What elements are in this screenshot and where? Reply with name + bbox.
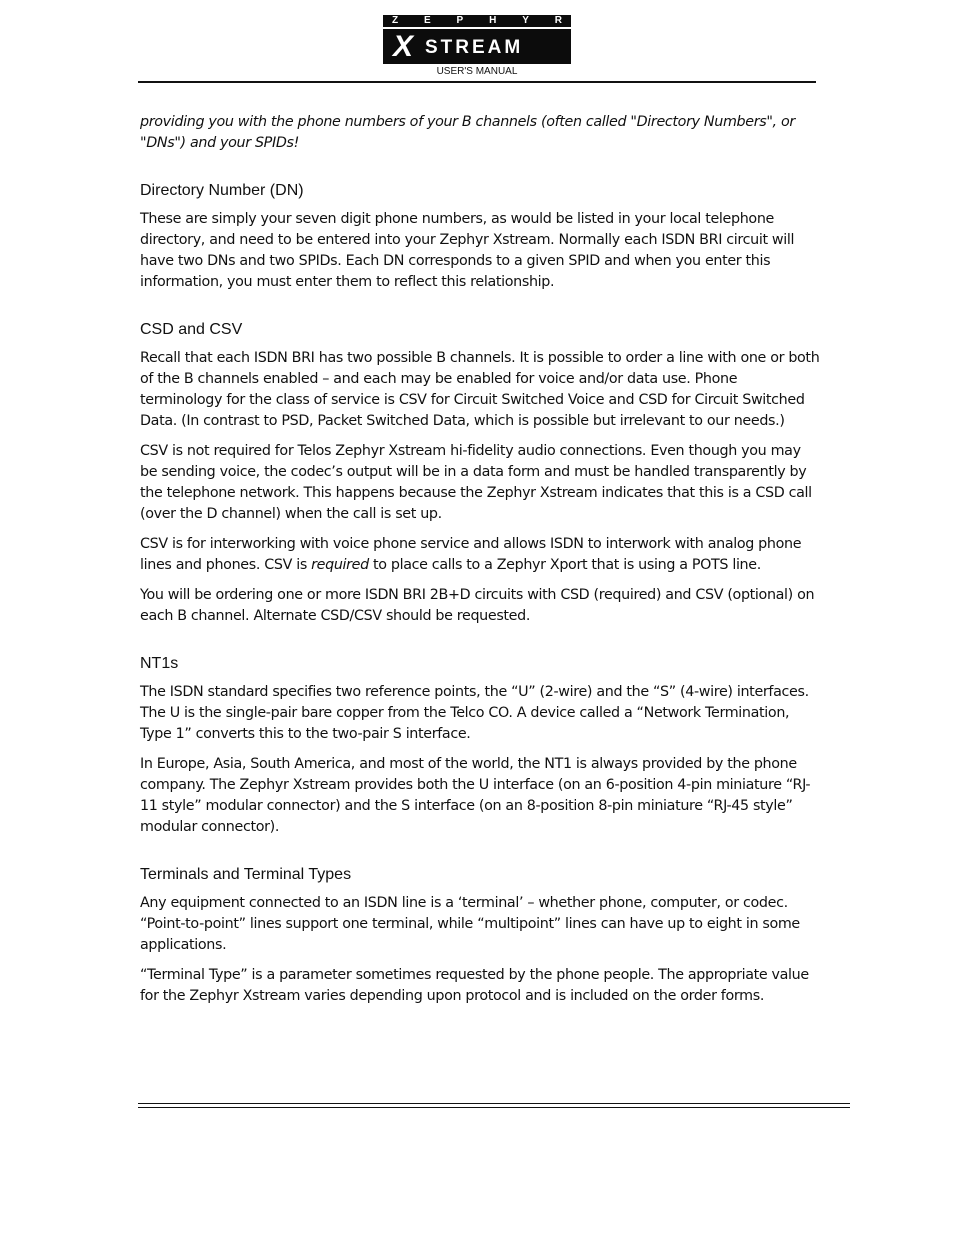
section-heading-dn: Directory Number (DN) xyxy=(140,182,304,199)
paragraph: In Europe, Asia, South America, and most of the world, the NT1 is always provided by the phone company. The Zephyr Xstream provides both the U interface (on an 6-position 4-pin miniature “RJ-11 style” modular connector) and the S interface (on an 8-position 8-pin miniature “RJ-45 style” modular connector). xyxy=(140,756,811,835)
header-divider xyxy=(138,81,816,83)
text-run: to place calls to a Zephyr Xport that is using a POTS line. xyxy=(368,557,761,573)
paragraph: “Terminal Type” is a parameter sometimes requested by the phone people. The appropriate value for the Zephyr Xstream varies depending upon protocol and is included on the order forms. xyxy=(140,967,809,1004)
page-header xyxy=(0,0,954,84)
text-run: CSV is for interworking with voice phone service and allows ISDN to interwork with analog phone lines and phones. CSV is xyxy=(140,536,802,573)
paragraph: CSV is not required for Telos Zephyr Xstream hi-fidelity audio connections. Even though you may be sending voice, the codec’s output will be in a data form and must be handled transparently by the telephone network. This happens because the Zephyr Xstream indicates that this is a CSD call (over the D channel) when the call is set up. xyxy=(140,443,812,522)
logo-letter: Z xyxy=(392,15,399,26)
logo-letter: E xyxy=(423,15,431,26)
emphasis-required: required xyxy=(311,557,369,573)
logo-x: X xyxy=(393,30,414,63)
paragraph: Recall that each ISDN BRI has two possible B channels. It is possible to order a line with one or both of the B channels enabled – and each may be enabled for voice and/or data use. Phone terminology for the class of service is CSV for Circuit Switched Voice and CSD for Circuit Switched Data. (In contrast to PSD, Packet Switched Data, which is possible but irrelevant to our needs.) xyxy=(140,350,820,429)
footer-divider xyxy=(138,1103,850,1108)
paragraph: You will be ordering one or more ISDN BRI 2B+D circuits with CSD (required) and CSV (optional) on each B channel. Alternate CSD/CSV should be requested. xyxy=(140,587,815,624)
section-heading-nt1s: NT1s xyxy=(140,655,179,672)
paragraph: Any equipment connected to an ISDN line is a ‘terminal’ – whether phone, computer, or codec. “Point-to-point” lines support one terminal, while “multipoint” lines can have up to eight in some applications. xyxy=(140,895,800,953)
users-manual-label: USER'S MANUAL xyxy=(436,66,518,77)
zephyr-xstream-logo xyxy=(383,15,571,64)
paragraph xyxy=(140,534,820,576)
logo-xstream-row xyxy=(383,31,571,64)
logo-zephyr-row xyxy=(383,15,571,29)
logo-letter: P xyxy=(456,15,464,26)
logo-letter: Y xyxy=(522,15,529,26)
section-heading-terminals: Terminals and Terminal Types xyxy=(140,866,352,883)
logo-letter: R xyxy=(554,15,562,26)
section-heading-csd-csv: CSD and CSV xyxy=(140,321,243,338)
logo-stream: STREAM xyxy=(425,37,524,58)
paragraph: These are simply your seven digit phone numbers, as would be listed in your local telephone directory, and need to be entered into your Zephyr Xstream. Normally each ISDN BRI circuit will have two DNs and two SPIDs. Each DN corresponds to a given SPID and when you enter this information, you must enter them to reflect this relationship. xyxy=(140,211,795,290)
paragraph: The ISDN standard specifies two reference points, the “U” (2-wire) and the “S” (4-wire) interfaces. The U is the single-pair bare copper from the Telco CO. A device called a “Network Termination, Type 1” converts this to the two-pair S interface. xyxy=(140,684,809,742)
page-body xyxy=(140,112,820,1016)
logo-letter: H xyxy=(489,15,497,26)
intro-paragraph: providing you with the phone numbers of your B channels (often called "Directory Numbers", or "DNs") and your SPIDs! xyxy=(140,114,795,151)
